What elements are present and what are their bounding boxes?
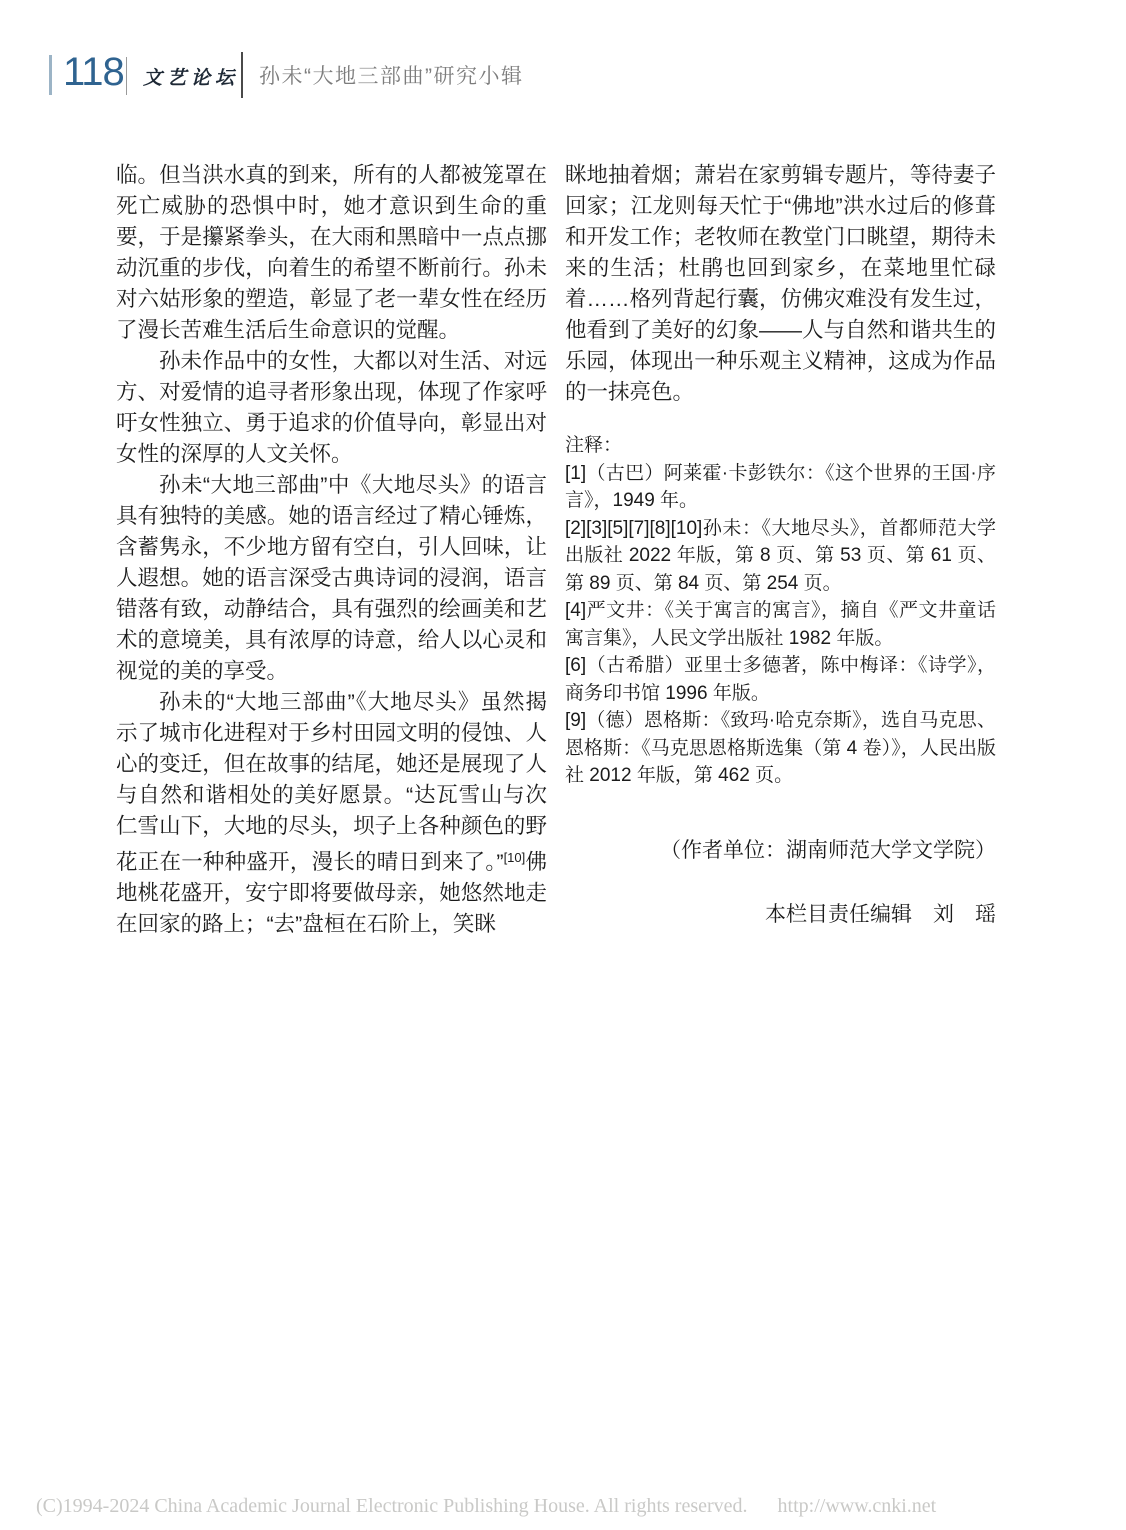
page-edge-tick bbox=[49, 55, 52, 95]
header-divider-1 bbox=[126, 57, 127, 95]
note-item: [6]（古希腊）亚里士多德著，陈中梅译：《诗学》，商务印书馆 1996 年版。 bbox=[565, 655, 996, 704]
note-item: [1]（古巴）阿莱霍·卡彭铁尔：《这个世界的王国·序言》，1949 年。 bbox=[565, 462, 996, 511]
journal-logo: 文艺论坛 bbox=[143, 67, 240, 89]
paragraph-text: 孙未的“大地三部曲”《大地尽头》虽然揭示了城市化进程对于乡村田园文明的侵蚀、人心的变迁，但在故事的结尾，她还是展现了人与自然和谐相处的美好愿景。“达瓦雪山与次仁雪山下，大地的尽头，坝子上各种颜色的野花正在一种种盛开，漫长的晴日到来了。” bbox=[116, 690, 547, 874]
note-item: [9]（德）恩格斯：《致玛·哈克奈斯》，选自马克思、恩格斯：《马克思恩格斯选集（第 4 卷）》，人民出版社 2012 年版，第 462 页。 bbox=[565, 710, 996, 786]
body-paragraph: 孙未作品中的女性，大都以对生活、对远方、对爱情的追寻者形象出现，体现了作家呼吁女性独立、勇于追求的价值导向，彰显出对女性的深厚的人文关怀。 bbox=[116, 349, 547, 466]
body-paragraph bbox=[116, 687, 547, 940]
cnki-url: http://www.cnki.net bbox=[777, 1495, 937, 1517]
column-editor: 本栏目责任编辑 刘 瑶 bbox=[765, 902, 996, 926]
notes-section bbox=[565, 432, 996, 790]
note-item: [2][3][5][7][8][10]孙未：《大地尽头》，首都师范大学出版社 2022 年版，第 8 页、第 53 页、第 61 页、第 89 页、第 84 页、第 254 页。 bbox=[565, 517, 996, 594]
body-paragraph: 孙未“大地三部曲”中《大地尽头》的语言具有独特的美感。她的语言经过了精心锤炼，含蓄隽永，不少地方留有空白，引人回味，让人遐想。她的语言深受古典诗词的浸润，语言错落有致，动静结合，具有强烈的绘画美和艺术的意境美，具有浓厚的诗意，给人以心灵和视觉的美的享受。 bbox=[116, 473, 547, 683]
body-paragraph-continuation: 眯地抽着烟；萧岩在家剪辑专题片，等待妻子回家；江龙则每天忙于“佛地”洪水过后的修葺和开发工作；老牧师在教堂门口眺望，期待未来的生活；杜鹃也回到家乡，在菜地里忙碌着……格列背起行囊，仿佛灾难没有发生过，他看到了美好的幻象——人与自然和谐共生的乐园，体现出一种乐观主义精神，这成为作品的一抹亮色。 bbox=[565, 163, 996, 404]
note-item: [4]严文井：《关于寓言的寓言》，摘自《严文井童话寓言集》，人民文学出版社 1982 年版。 bbox=[565, 600, 996, 649]
body-paragraph-continuation: 临。但当洪水真的到来，所有的人都被笼罩在死亡威胁的恐惧中时，她才意识到生命的重要，于是攥紧拳头，在大雨和黑暗中一点点挪动沉重的步伐，向着生的希望不断前行。孙未对六姑形象的塑造，彰显了老一辈女性在经历了漫长苦难生活后生命意识的觉醒。 bbox=[116, 163, 547, 342]
copyright-text: (C)1994-2024 China Academic Journal Electronic Publishing House. All rights reserved. bbox=[36, 1495, 748, 1517]
footnote-superscript: [10] bbox=[503, 850, 526, 865]
header-divider-2 bbox=[241, 52, 243, 98]
page-footer bbox=[36, 1493, 936, 1519]
paragraph-text: 佛地桃花盛开，安宁即将要做母亲，她悠然地走在回家的路上；“去”盘桓在石阶上，笑眯 bbox=[116, 850, 547, 936]
notes-heading: 注释： bbox=[565, 435, 623, 456]
author-affiliation: （作者单位：湖南师范大学文学院） bbox=[660, 838, 996, 862]
left-column bbox=[116, 160, 547, 940]
page-number: 118 bbox=[63, 50, 124, 94]
column-title: 孙未“大地三部曲”研究小辑 bbox=[259, 65, 524, 88]
right-column bbox=[565, 160, 996, 930]
